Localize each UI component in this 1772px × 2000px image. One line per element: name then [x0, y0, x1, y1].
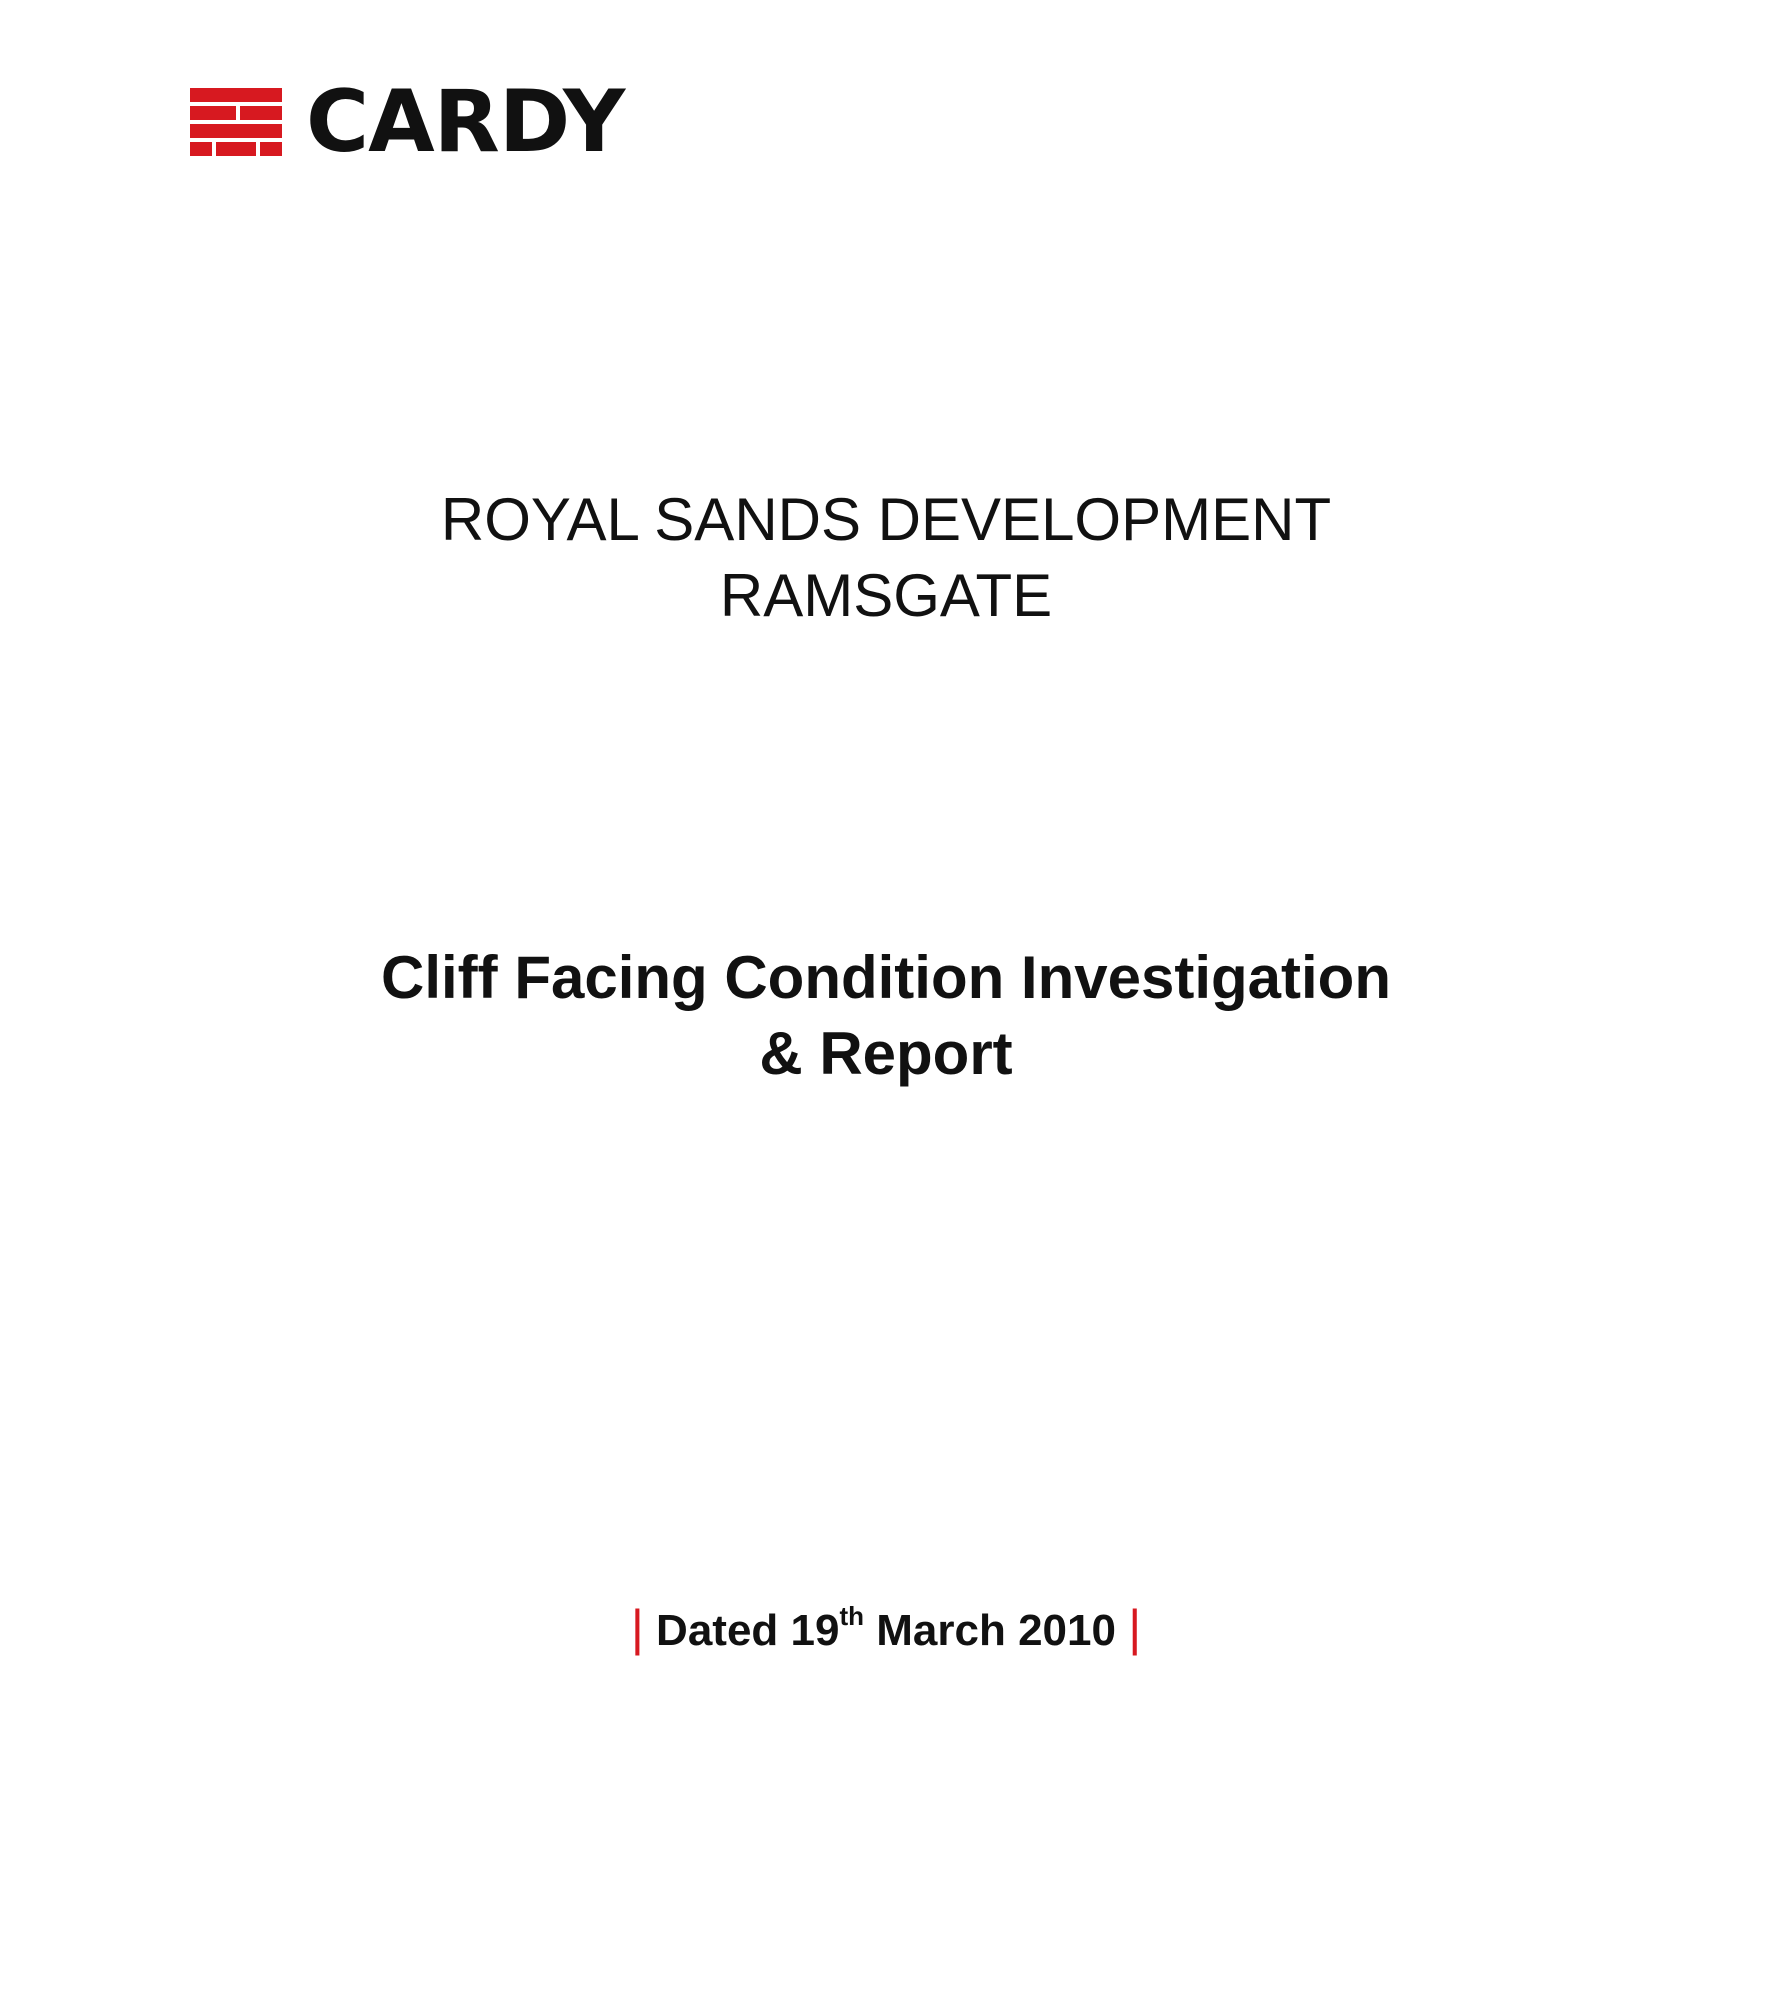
- date-prefix: Dated 19: [656, 1606, 840, 1655]
- report-date: [0, 1588, 1772, 1659]
- date-ordinal-suffix: th: [839, 1601, 865, 1631]
- logo-text: CARDY: [306, 72, 625, 172]
- company-logo: [190, 72, 625, 172]
- date-separator-right: |: [1128, 1600, 1142, 1656]
- project-title: [0, 482, 1772, 634]
- date-rest: March 2010: [876, 1606, 1116, 1655]
- report-title-line1: Cliff Facing Condition Investigation: [381, 944, 1391, 1011]
- brick-wall-icon: [190, 88, 282, 156]
- report-title-line2: & Report: [759, 1020, 1013, 1087]
- date-separator-left: |: [630, 1600, 644, 1656]
- report-title: [0, 940, 1772, 1092]
- project-title-line1: ROYAL SANDS DEVELOPMENT: [440, 486, 1332, 553]
- project-title-line2: RAMSGATE: [719, 562, 1053, 629]
